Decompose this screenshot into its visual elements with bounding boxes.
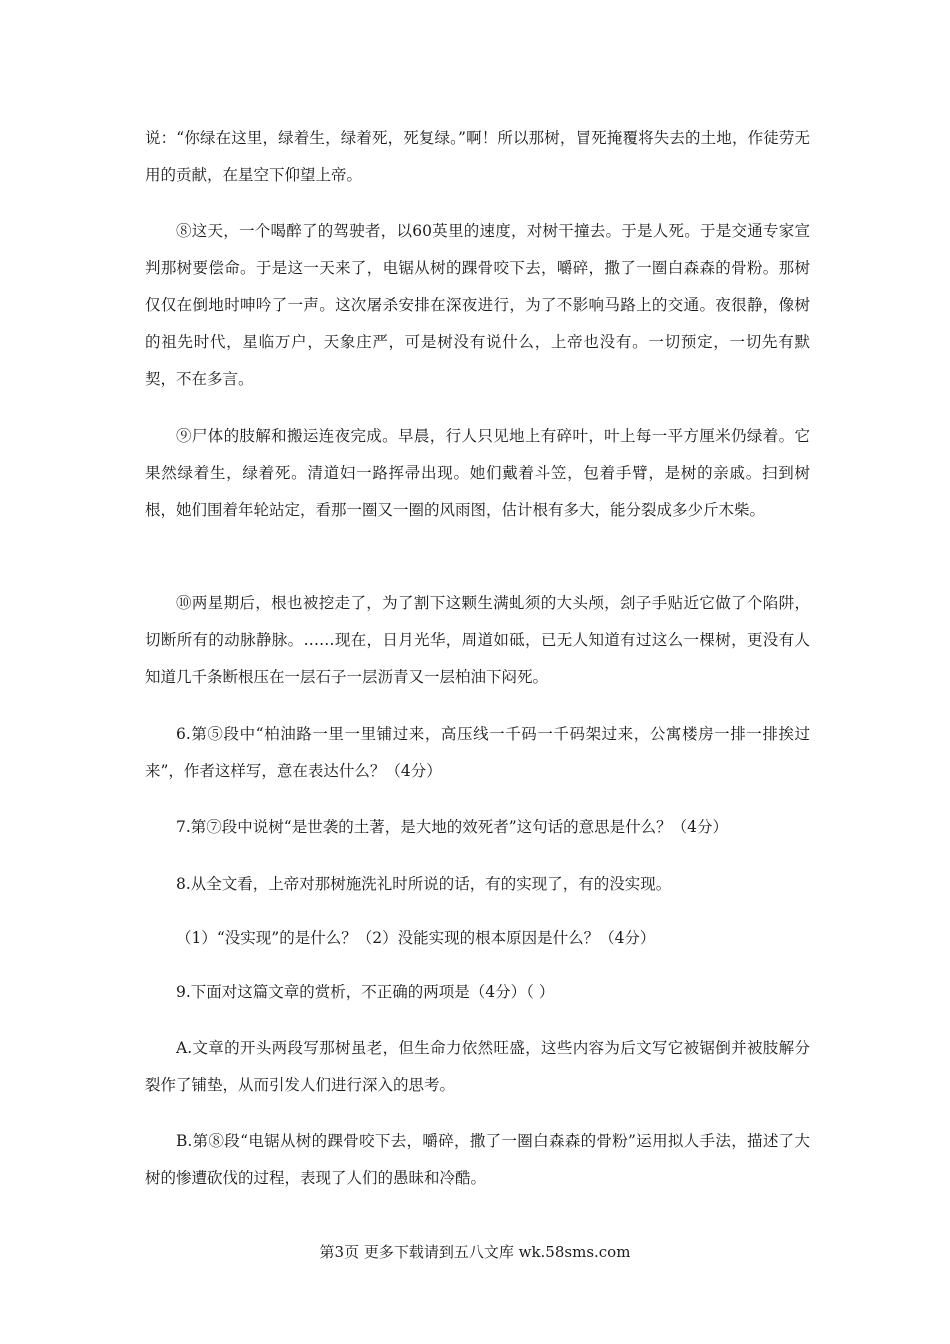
question-9-option-b: [145, 1123, 810, 1197]
page-footer: 第3页 更多下载请到五八文库 wk.58sms.com: [319, 1243, 631, 1261]
question-6: [145, 716, 810, 790]
question-7: [145, 809, 810, 846]
question-9-option-a: [145, 1030, 810, 1104]
question-text: 7.第⑦段中说树“是世袭的土著，是大地的效死者”这句话的意思是什么？（4分）: [176, 818, 729, 836]
paragraph-8: [145, 213, 810, 398]
paragraph-text: ⑨尸体的肢解和搬运连夜完成。早晨，行人只见地上有碎叶，叶上每一平方厘米仍绿着。它果然绿着生，绿着死。清道妇一路挥帚出现。她们戴着斗笠，包着手臂，是树的亲戚。扫到树根，她们围着年轮站定，看那一圈又一圈的风雨图，估计根有多大，能分裂成多少斤木柴。: [145, 427, 810, 519]
question-9: [145, 974, 810, 1011]
question-8: [145, 866, 810, 903]
question-text: 6.第⑤段中“柏油路一里一里铺过来，高压线一千码一千码架过来，公寓楼房一排一排挨过来”，作者这样写，意在表达什么？（4分）: [145, 725, 810, 780]
paragraph-7-continued: [145, 120, 810, 194]
question-text: （1）“没实现”的是什么？（2）没能实现的根本原因是什么？（4分）: [176, 929, 656, 947]
question-text: 9.下面对这篇文章的赏析，不正确的两项是（4分）（ ）: [176, 983, 555, 1001]
question-8-subquestions: [145, 920, 810, 957]
paragraph-9: [145, 418, 810, 529]
option-text: A.文章的开头两段写那树虽老，但生命力依然旺盛，这些内容为后文写它被锯倒并被肢解分裂作了铺垫，从而引发人们进行深入的思考。: [145, 1039, 810, 1094]
paragraph-text: 说：“你绿在这里，绿着生，绿着死，死复绿。”啊！所以那树，冒死掩覆将失去的土地，作徒劳无用的贡献，在星空下仰望上帝。: [145, 129, 810, 184]
paragraph-text: ⑧这天，一个喝醉了的驾驶者，以60英里的速度，对树干撞去。于是人死。于是交通专家宣判那树要偿命。于是这一天来了，电锯从树的踝骨咬下去，嚼碎，撒了一圈白森森的骨粉。那树仅仅在倒地时呻吟了一声。这次屠杀安排在深夜进行，为了不影响马路上的交通。夜很静，像树的祖先时代，星临万户，天象庄严，可是树没有说什么，上帝也没有。一切预定，一切先有默契，不在多言。: [145, 222, 810, 388]
question-text: 8.从全文看，上帝对那树施洗礼时所说的话，有的实现了，有的没实现。: [176, 875, 672, 893]
option-text: B.第⑧段“电锯从树的踝骨咬下去，嚼碎，撒了一圈白森森的骨粉”运用拟人手法，描述了大树的惨遭砍伐的过程，表现了人们的愚昧和冷酷。: [145, 1132, 810, 1187]
paragraph-10: [145, 585, 810, 696]
paragraph-text: ⑩两星期后，根也被挖走了，为了割下这颗生满虬须的大头颅，刽子手贴近它做了个陷阱，切断所有的动脉静脉。……现在，日月光华，周道如砥，已无人知道有过这么一棵树，更没有人知道几千条断根压在一层石子一层沥青又一层柏油下闷死。: [145, 594, 810, 686]
